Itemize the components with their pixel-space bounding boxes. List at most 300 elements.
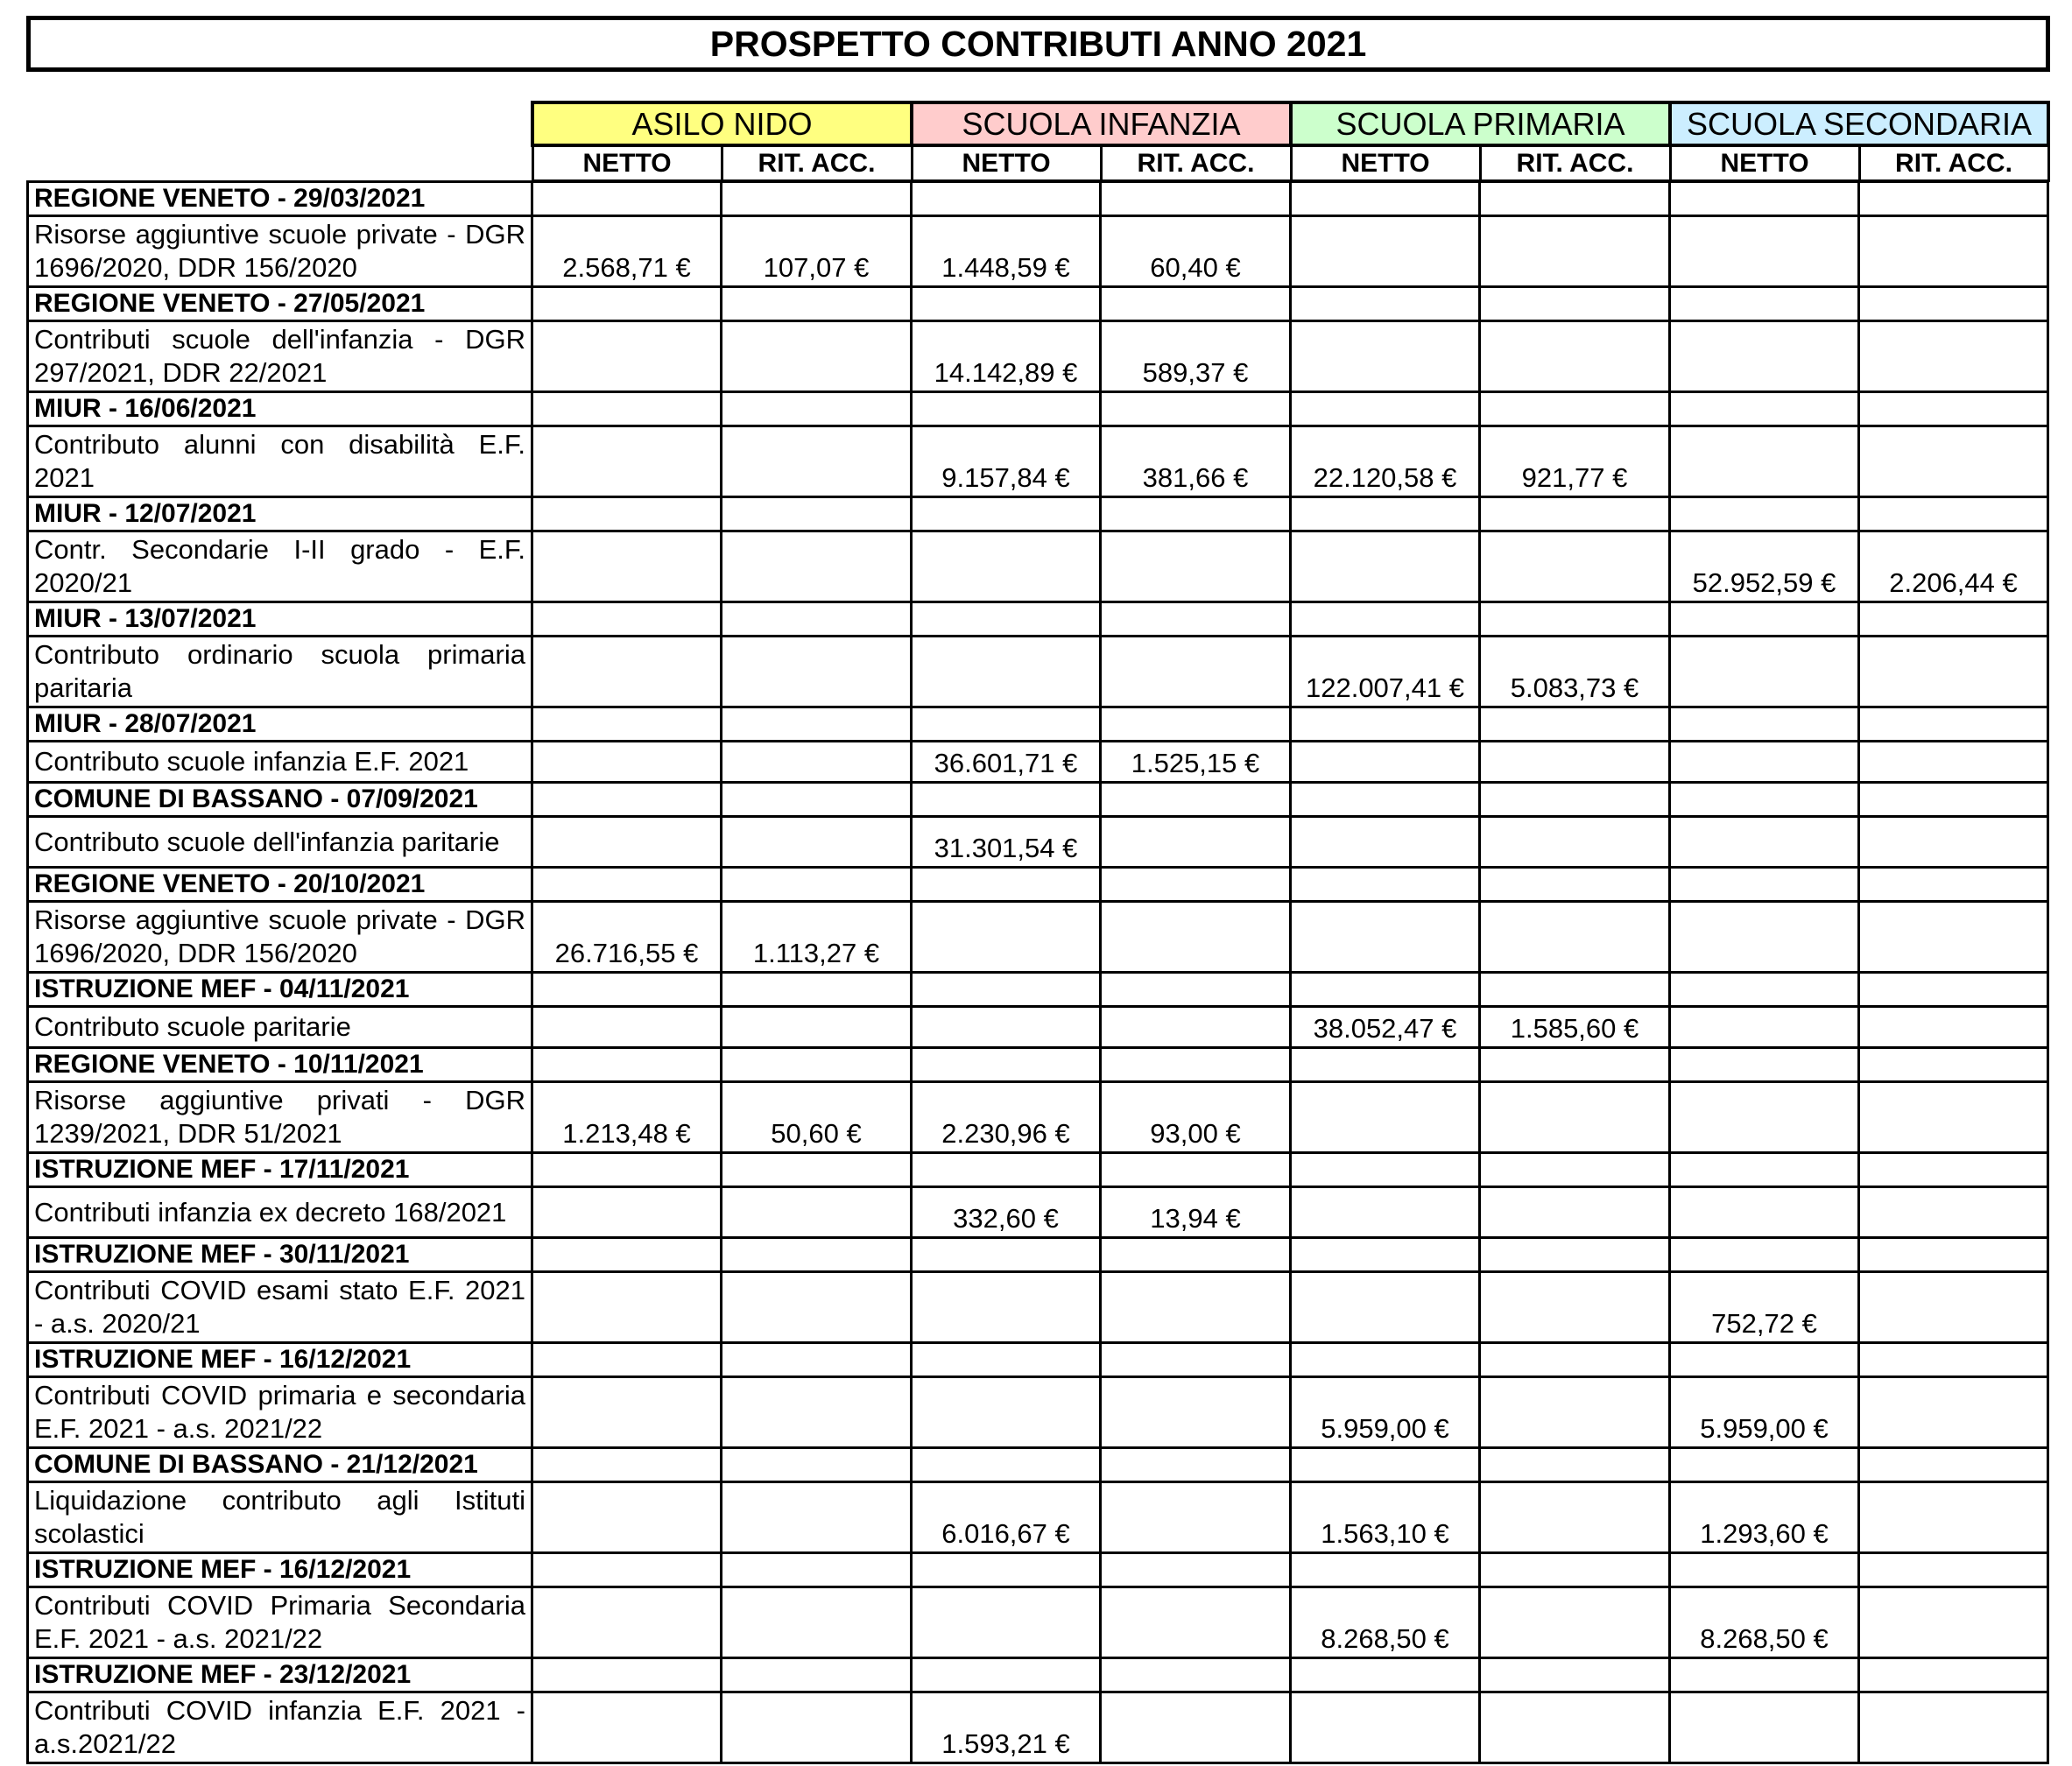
empty-cell <box>1480 1553 1670 1587</box>
empty-cell <box>1859 1153 2048 1187</box>
empty-cell <box>1101 1553 1291 1587</box>
empty-cell <box>1291 1238 1480 1272</box>
netto-value <box>1291 321 1480 392</box>
empty-cell <box>1859 392 2048 426</box>
rit-acc-value <box>722 1692 912 1763</box>
empty-cell <box>1480 1448 1670 1482</box>
rit-acc-value <box>1859 426 2048 497</box>
row-description: Contributi COVID esami stato E.F. 2021 - a.s. 2020/21 <box>28 1272 532 1343</box>
rit-acc-value <box>1480 817 1670 868</box>
empty-cell <box>1101 783 1291 817</box>
empty-cell <box>532 602 722 637</box>
section-header: ISTRUZIONE MEF - 16/12/2021 <box>28 1343 532 1377</box>
empty-cell <box>1859 973 2048 1007</box>
row-description: Contributi COVID primaria e secondaria E.F. 2021 - a.s. 2021/22 <box>28 1377 532 1448</box>
netto-value <box>532 1482 722 1553</box>
empty-cell <box>1101 497 1291 531</box>
row-description: Risorse aggiuntive scuole private - DGR 1696/2020, DDR 156/2020 <box>28 216 532 287</box>
rit-acc-value <box>1480 742 1670 783</box>
netto-value <box>912 1007 1101 1048</box>
section-header-row <box>28 182 2048 216</box>
empty-cell <box>1670 1153 1859 1187</box>
rit-acc-value <box>722 531 912 602</box>
section-header-row <box>28 973 2048 1007</box>
empty-cell <box>532 1658 722 1692</box>
rit-acc-value <box>1859 216 2048 287</box>
row-description: Contributo alunni con disabilità E.F. 2021 <box>28 426 532 497</box>
rit-acc-value <box>1859 321 2048 392</box>
row-description: Contributo scuole infanzia E.F. 2021 <box>28 742 532 783</box>
netto-value: 8.268,50 € <box>1291 1587 1480 1658</box>
table-row <box>28 902 2048 973</box>
empty-cell <box>722 1048 912 1082</box>
empty-cell <box>912 602 1101 637</box>
empty-cell <box>722 287 912 321</box>
empty-cell <box>722 1343 912 1377</box>
empty-cell <box>1291 868 1480 902</box>
section-header-row <box>28 1153 2048 1187</box>
empty-cell <box>1670 497 1859 531</box>
rit-acc-value: 5.083,73 € <box>1480 637 1670 707</box>
rit-acc-value <box>1859 1482 2048 1553</box>
empty-cell <box>1670 1238 1859 1272</box>
table-row <box>28 817 2048 868</box>
empty-cell <box>722 707 912 742</box>
netto-value <box>532 426 722 497</box>
netto-value <box>532 1007 722 1048</box>
table-row <box>28 1007 2048 1048</box>
table-row <box>28 1187 2048 1238</box>
empty-cell <box>722 1658 912 1692</box>
row-description: Liquidazione contributo agli Istituti scolastici <box>28 1482 532 1553</box>
section-header-row <box>28 392 2048 426</box>
empty-cell <box>1670 1048 1859 1082</box>
rit-acc-value <box>1480 216 1670 287</box>
rit-acc-value <box>722 321 912 392</box>
rit-acc-value <box>1480 1082 1670 1153</box>
empty-cell <box>1670 707 1859 742</box>
rit-acc-value <box>1480 1482 1670 1553</box>
empty-cell <box>722 392 912 426</box>
table-row <box>28 1082 2048 1153</box>
empty-cell <box>1101 287 1291 321</box>
rit-acc-value: 921,77 € <box>1480 426 1670 497</box>
netto-value: 2.230,96 € <box>912 1082 1101 1153</box>
empty-cell <box>1291 783 1480 817</box>
row-description: Contributo ordinario scuola primaria paritaria <box>28 637 532 707</box>
netto-value: 1.293,60 € <box>1670 1482 1859 1553</box>
rit-acc-value <box>1480 1187 1670 1238</box>
section-header: ISTRUZIONE MEF - 17/11/2021 <box>28 1153 532 1187</box>
empty-cell <box>1480 1658 1670 1692</box>
empty-cell <box>1859 1238 2048 1272</box>
empty-cell <box>912 1553 1101 1587</box>
empty-cell <box>532 973 722 1007</box>
empty-cell <box>912 392 1101 426</box>
empty-cell <box>1480 1153 1670 1187</box>
netto-value: 2.568,71 € <box>532 216 722 287</box>
empty-cell <box>1291 707 1480 742</box>
row-description: Contributo scuole paritarie <box>28 1007 532 1048</box>
netto-value <box>912 902 1101 973</box>
empty-cell <box>912 707 1101 742</box>
empty-cell <box>1670 182 1859 216</box>
empty-cell <box>1101 182 1291 216</box>
netto-value: 122.007,41 € <box>1291 637 1480 707</box>
rit-acc-value <box>1101 1007 1291 1048</box>
table-row <box>28 742 2048 783</box>
netto-value <box>1670 742 1859 783</box>
empty-cell <box>1670 973 1859 1007</box>
rit-acc-value <box>1859 742 2048 783</box>
netto-value <box>1291 902 1480 973</box>
section-header-row <box>28 497 2048 531</box>
empty-cell <box>722 1153 912 1187</box>
netto-value <box>912 1587 1101 1658</box>
netto-value <box>1670 637 1859 707</box>
netto-value <box>1670 902 1859 973</box>
empty-cell <box>1291 1343 1480 1377</box>
rit-acc-value <box>1480 531 1670 602</box>
empty-cell <box>1291 287 1480 321</box>
empty-cell <box>912 973 1101 1007</box>
netto-value <box>1670 216 1859 287</box>
netto-value: 5.959,00 € <box>1670 1377 1859 1448</box>
rit-acc-value <box>722 1272 912 1343</box>
section-header-row <box>28 1048 2048 1082</box>
rit-acc-value <box>722 1187 912 1238</box>
table-row <box>28 321 2048 392</box>
empty-cell <box>1291 973 1480 1007</box>
empty-cell <box>912 868 1101 902</box>
subheader-netto: NETTO <box>1291 145 1480 181</box>
empty-cell <box>1859 1343 2048 1377</box>
rit-acc-value <box>1480 1272 1670 1343</box>
netto-value: 1.593,21 € <box>912 1692 1101 1763</box>
empty-cell <box>1101 973 1291 1007</box>
group-header-scuola-primaria: SCUOLA PRIMARIA <box>1291 102 1670 145</box>
empty-cell <box>1291 1153 1480 1187</box>
table-row <box>28 1692 2048 1763</box>
netto-value <box>1291 1692 1480 1763</box>
rit-acc-value: 60,40 € <box>1101 216 1291 287</box>
rit-acc-value: 13,94 € <box>1101 1187 1291 1238</box>
rit-acc-value <box>1101 1692 1291 1763</box>
netto-value <box>912 531 1101 602</box>
empty-cell <box>1859 602 2048 637</box>
empty-cell <box>1670 287 1859 321</box>
subheader-netto: NETTO <box>1670 145 1859 181</box>
empty-cell <box>1859 868 2048 902</box>
netto-value <box>1291 1187 1480 1238</box>
rit-acc-value <box>1480 321 1670 392</box>
netto-value <box>1670 1187 1859 1238</box>
rit-acc-value: 1.113,27 € <box>722 902 912 973</box>
empty-cell <box>1291 1448 1480 1482</box>
empty-cell <box>1101 1658 1291 1692</box>
empty-cell <box>1480 707 1670 742</box>
empty-cell <box>1480 182 1670 216</box>
rit-acc-value <box>1859 1587 2048 1658</box>
empty-cell <box>1101 1238 1291 1272</box>
empty-cell <box>722 497 912 531</box>
empty-cell <box>532 182 722 216</box>
rit-acc-value: 50,60 € <box>722 1082 912 1153</box>
section-header-row <box>28 1238 2048 1272</box>
rit-acc-value: 2.206,44 € <box>1859 531 2048 602</box>
section-header-row <box>28 602 2048 637</box>
netto-value: 38.052,47 € <box>1291 1007 1480 1048</box>
page-title: PROSPETTO CONTRIBUTI ANNO 2021 <box>26 16 2050 72</box>
empty-cell <box>532 1448 722 1482</box>
table-row <box>28 531 2048 602</box>
table-row <box>28 1587 2048 1658</box>
empty-cell <box>1101 1153 1291 1187</box>
empty-cell <box>1480 497 1670 531</box>
table-row <box>28 1482 2048 1553</box>
netto-value <box>532 817 722 868</box>
netto-value <box>1291 817 1480 868</box>
rit-acc-value: 381,66 € <box>1101 426 1291 497</box>
empty-cell <box>912 783 1101 817</box>
rit-acc-value <box>1480 902 1670 973</box>
empty-cell <box>722 1553 912 1587</box>
rit-acc-value <box>722 1377 912 1448</box>
rit-acc-value <box>1859 1082 2048 1153</box>
rit-acc-value <box>722 426 912 497</box>
rit-acc-value: 93,00 € <box>1101 1082 1291 1153</box>
empty-cell <box>1859 707 2048 742</box>
empty-cell <box>1670 392 1859 426</box>
empty-cell <box>912 182 1101 216</box>
empty-cell <box>1291 1658 1480 1692</box>
empty-cell <box>532 392 722 426</box>
section-header-row <box>28 287 2048 321</box>
netto-value <box>532 1377 722 1448</box>
table-row <box>28 1377 2048 1448</box>
section-header: MIUR - 12/07/2021 <box>28 497 532 531</box>
rit-acc-value <box>1480 1587 1670 1658</box>
netto-value <box>532 637 722 707</box>
section-header: ISTRUZIONE MEF - 23/12/2021 <box>28 1658 532 1692</box>
netto-value <box>532 531 722 602</box>
rit-acc-value <box>722 1482 912 1553</box>
rit-acc-value <box>722 1007 912 1048</box>
rit-acc-value <box>1859 1377 2048 1448</box>
empty-cell <box>1101 707 1291 742</box>
empty-cell <box>1480 287 1670 321</box>
empty-cell <box>1670 868 1859 902</box>
empty-cell <box>532 1343 722 1377</box>
section-header: REGIONE VENETO - 29/03/2021 <box>28 182 532 216</box>
empty-cell <box>1670 1343 1859 1377</box>
netto-value: 6.016,67 € <box>912 1482 1101 1553</box>
empty-cell <box>1101 1343 1291 1377</box>
row-description: Contr. Secondarie I-II grado - E.F. 2020/21 <box>28 531 532 602</box>
empty-cell <box>1480 1343 1670 1377</box>
empty-cell <box>1859 1658 2048 1692</box>
rit-acc-value <box>722 817 912 868</box>
column-header-table <box>531 101 2050 182</box>
netto-value: 5.959,00 € <box>1291 1377 1480 1448</box>
netto-value: 26.716,55 € <box>532 902 722 973</box>
empty-cell <box>1670 602 1859 637</box>
empty-cell <box>1859 1048 2048 1082</box>
netto-value: 52.952,59 € <box>1670 531 1859 602</box>
netto-value <box>532 1692 722 1763</box>
netto-value <box>1670 1007 1859 1048</box>
section-header-row <box>28 783 2048 817</box>
section-header-row <box>28 1553 2048 1587</box>
row-description: Contributi scuole dell'infanzia - DGR 297/2021, DDR 22/2021 <box>28 321 532 392</box>
netto-value: 1.448,59 € <box>912 216 1101 287</box>
empty-cell <box>1480 392 1670 426</box>
section-header-row <box>28 1658 2048 1692</box>
empty-cell <box>1291 1553 1480 1587</box>
empty-cell <box>1859 783 2048 817</box>
subheader-rit: RIT. ACC. <box>1480 145 1670 181</box>
rit-acc-value <box>1101 1482 1291 1553</box>
netto-value: 31.301,54 € <box>912 817 1101 868</box>
empty-cell <box>1291 392 1480 426</box>
section-header: REGIONE VENETO - 27/05/2021 <box>28 287 532 321</box>
empty-cell <box>1670 1658 1859 1692</box>
rit-acc-value <box>1101 637 1291 707</box>
netto-value <box>1670 321 1859 392</box>
section-header: ISTRUZIONE MEF - 16/12/2021 <box>28 1553 532 1587</box>
subheader-netto: NETTO <box>532 145 722 181</box>
empty-cell <box>1859 1553 2048 1587</box>
empty-cell <box>1670 1553 1859 1587</box>
empty-cell <box>532 707 722 742</box>
section-header: REGIONE VENETO - 20/10/2021 <box>28 868 532 902</box>
netto-value: 752,72 € <box>1670 1272 1859 1343</box>
rit-acc-value <box>1101 817 1291 868</box>
netto-value <box>912 1377 1101 1448</box>
rit-acc-value <box>1859 817 2048 868</box>
rit-acc-value <box>1101 902 1291 973</box>
rit-acc-value: 589,37 € <box>1101 321 1291 392</box>
netto-value <box>912 637 1101 707</box>
netto-value <box>532 321 722 392</box>
empty-cell <box>532 868 722 902</box>
subheader-rit: RIT. ACC. <box>722 145 912 181</box>
section-header: MIUR - 16/06/2021 <box>28 392 532 426</box>
rit-acc-value <box>1101 531 1291 602</box>
empty-cell <box>1101 868 1291 902</box>
empty-cell <box>912 1238 1101 1272</box>
empty-cell <box>722 783 912 817</box>
netto-value: 8.268,50 € <box>1670 1587 1859 1658</box>
row-description: Risorse aggiuntive privati - DGR 1239/2021, DDR 51/2021 <box>28 1082 532 1153</box>
row-description: Contributi COVID Primaria Secondaria E.F. 2021 - a.s. 2021/22 <box>28 1587 532 1658</box>
rit-acc-value <box>1101 1377 1291 1448</box>
empty-cell <box>1101 392 1291 426</box>
rit-acc-value <box>1859 637 2048 707</box>
section-header-row <box>28 707 2048 742</box>
rit-acc-value: 1.585,60 € <box>1480 1007 1670 1048</box>
subheader-rit: RIT. ACC. <box>1859 145 2048 181</box>
empty-cell <box>532 287 722 321</box>
rit-acc-value <box>722 742 912 783</box>
empty-cell <box>532 497 722 531</box>
netto-value: 14.142,89 € <box>912 321 1101 392</box>
empty-cell <box>532 1153 722 1187</box>
rit-acc-value <box>1101 1272 1291 1343</box>
empty-cell <box>1859 497 2048 531</box>
empty-cell <box>912 1048 1101 1082</box>
empty-cell <box>912 1153 1101 1187</box>
empty-cell <box>532 1238 722 1272</box>
group-header-scuola-secondaria: SCUOLA SECONDARIA <box>1670 102 2048 145</box>
netto-value: 1.213,48 € <box>532 1082 722 1153</box>
empty-cell <box>1291 182 1480 216</box>
netto-value <box>1291 216 1480 287</box>
netto-value: 1.563,10 € <box>1291 1482 1480 1553</box>
empty-cell <box>1480 783 1670 817</box>
netto-value <box>1670 1692 1859 1763</box>
rit-acc-value <box>722 637 912 707</box>
section-header: COMUNE DI BASSANO - 21/12/2021 <box>28 1448 532 1482</box>
rit-acc-value <box>1101 1587 1291 1658</box>
empty-cell <box>912 1658 1101 1692</box>
rit-acc-value <box>1480 1692 1670 1763</box>
netto-value <box>1291 531 1480 602</box>
empty-cell <box>722 602 912 637</box>
empty-cell <box>1291 602 1480 637</box>
netto-value: 9.157,84 € <box>912 426 1101 497</box>
subheader-netto: NETTO <box>912 145 1101 181</box>
empty-cell <box>912 497 1101 531</box>
rit-acc-value <box>1859 1272 2048 1343</box>
rit-acc-value <box>1480 1377 1670 1448</box>
empty-cell <box>532 1048 722 1082</box>
rit-acc-value <box>1859 1187 2048 1238</box>
empty-cell <box>912 1448 1101 1482</box>
group-header-asilo-nido: ASILO NIDO <box>532 102 912 145</box>
table-row <box>28 637 2048 707</box>
netto-value <box>532 742 722 783</box>
netto-value <box>1291 742 1480 783</box>
empty-cell <box>1480 973 1670 1007</box>
netto-value: 36.601,71 € <box>912 742 1101 783</box>
section-header-row <box>28 1343 2048 1377</box>
section-header-row <box>28 1448 2048 1482</box>
row-description: Risorse aggiuntive scuole private - DGR 1696/2020, DDR 156/2020 <box>28 902 532 973</box>
contributions-table <box>26 180 2049 1764</box>
empty-cell <box>722 1238 912 1272</box>
empty-cell <box>1670 783 1859 817</box>
empty-cell <box>722 1448 912 1482</box>
netto-value <box>1670 1082 1859 1153</box>
empty-cell <box>1859 1448 2048 1482</box>
netto-value <box>912 1272 1101 1343</box>
netto-value <box>1291 1272 1480 1343</box>
empty-cell <box>1101 602 1291 637</box>
rit-acc-value: 107,07 € <box>722 216 912 287</box>
table-row <box>28 426 2048 497</box>
empty-cell <box>1670 1448 1859 1482</box>
netto-value <box>1670 817 1859 868</box>
empty-cell <box>1859 182 2048 216</box>
section-header: MIUR - 13/07/2021 <box>28 602 532 637</box>
group-header-scuola-infanzia: SCUOLA INFANZIA <box>912 102 1291 145</box>
empty-cell <box>1291 497 1480 531</box>
netto-value <box>1291 1082 1480 1153</box>
empty-cell <box>722 973 912 1007</box>
subheader-rit: RIT. ACC. <box>1101 145 1291 181</box>
empty-cell <box>722 182 912 216</box>
